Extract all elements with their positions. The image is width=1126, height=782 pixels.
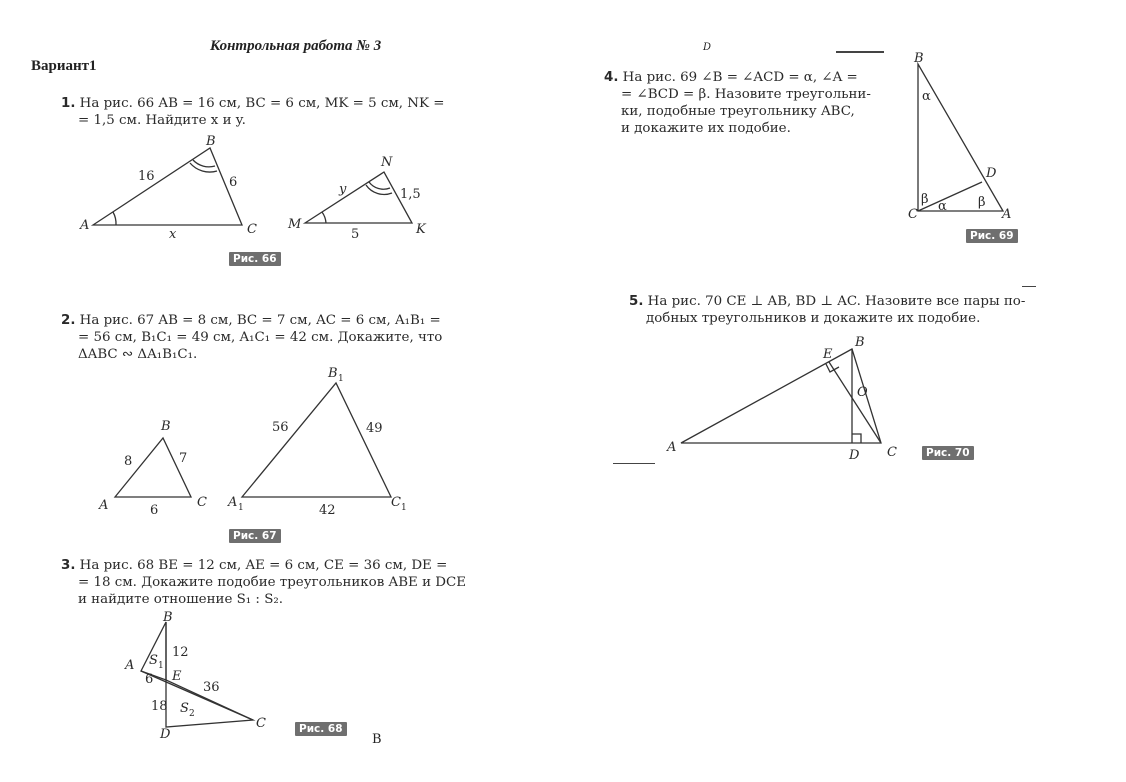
problem-1-number: 1.: [61, 96, 76, 111]
fig66-label-ab: 16: [138, 169, 155, 184]
fig67-label-ab: 8: [124, 454, 133, 469]
problem-4-line-1: На рис. 69 ∠B = ∠ACD = α, ∠A =: [622, 70, 858, 85]
fig70-label-a: A: [667, 440, 677, 455]
fig66-label-y: y: [339, 182, 347, 197]
fig70-label-e: E: [823, 347, 833, 362]
fig70-label-b: B: [855, 335, 865, 350]
fig67-label-c1-sub: 1: [401, 503, 407, 513]
variant-label: Вариант1: [31, 58, 97, 74]
fig67-badge: Рис. 67: [229, 529, 281, 543]
problem-5-line-2: добных треугольников и докажите их подобие.: [646, 311, 981, 326]
fig66-angle-n-arc-2: [366, 185, 392, 194]
problem-5-line-1: На рис. 70 CE ⊥ AB, BD ⊥ AC. Назовите все пары по-: [647, 294, 1026, 309]
problem-3-line-1: На рис. 68 BE = 12 см, AE = 6 см, CE = 36 см, DE =: [79, 558, 448, 573]
fig69-badge: Рис. 69: [966, 229, 1018, 243]
stray-letter-top: D: [703, 42, 712, 53]
fig66-label-mk: 5: [351, 227, 360, 242]
fig66-label-n: N: [381, 155, 393, 170]
stray-letter-bottom: B: [372, 732, 382, 747]
fig66-badge: Рис. 66: [229, 252, 281, 266]
fig66-label-bc: 6: [229, 175, 238, 190]
problem-5-number: 5.: [629, 294, 644, 309]
fig67-label-a1-sub: 1: [238, 503, 244, 513]
fig66-label-m: M: [288, 217, 302, 232]
fig68-label-ce: 36: [203, 680, 220, 695]
fig69-label-alpha-c: α: [938, 199, 947, 214]
fig68-label-de: 18: [151, 699, 168, 714]
fig69-label-alpha-b: α: [922, 89, 931, 104]
fig67-triangle-a1b1c1: [242, 383, 391, 497]
fig67-label-b1: B: [328, 366, 338, 381]
fig68-label-s2-sub: 2: [189, 709, 195, 719]
fig67-label-a: A: [99, 498, 109, 513]
fig69-label-a: A: [1002, 207, 1012, 222]
fig68-label-be: 12: [172, 645, 189, 660]
problem-4-number: 4.: [604, 70, 619, 85]
fig67-label-ac: 6: [150, 503, 159, 518]
fig69-label-beta-c: β: [921, 192, 929, 207]
problem-3-number: 3.: [61, 558, 76, 573]
problem-3-line-3: и найдите отношение S₁ : S₂.: [78, 592, 283, 607]
fig66-label-k: K: [416, 222, 426, 237]
fig68-label-c: C: [256, 716, 266, 731]
worksheet-title: Контрольная работа № 3: [210, 38, 382, 54]
fig70-right-angle-d: [852, 434, 861, 443]
fig69-label-d: D: [986, 166, 997, 181]
fig69-label-beta-a: β: [978, 195, 986, 210]
problem-1-line-2: = 1,5 см. Найдите x и y.: [78, 113, 246, 128]
fig69-label-c: C: [908, 207, 918, 222]
fig70-label-c: C: [887, 445, 897, 460]
problem-1-line-1: На рис. 66 AB = 16 см, BC = 6 см, MK = 5 см, NK =: [79, 96, 445, 111]
fig70-label-d: D: [849, 448, 860, 463]
problem-2-number: 2.: [61, 313, 76, 328]
fig68-label-s2: S: [180, 701, 189, 716]
fig66-angle-a-arc: [113, 212, 116, 225]
problem-4-line-2: = ∠BCD = β. Назовите треугольни-: [621, 87, 871, 102]
fig66-label-b: B: [206, 134, 216, 149]
fig67-label-a1c1: 42: [319, 503, 336, 518]
fig66-label-x: x: [169, 227, 177, 242]
fig68-label-b: B: [163, 610, 173, 625]
fig68-label-s1-sub: 1: [158, 661, 164, 671]
problem-2-line-2: = 56 см, B₁C₁ = 49 см, A₁C₁ = 42 см. Докажите, что: [78, 330, 443, 345]
fig67-label-a1: A: [228, 495, 238, 510]
fig66-angle-b-arc-2: [190, 163, 217, 172]
fig68-label-e: E: [172, 669, 182, 684]
fig68-label-a: A: [125, 658, 135, 673]
fig66-label-nk: 1,5: [400, 187, 421, 202]
problem-2-line-3: ΔABC ∾ ΔA₁B₁C₁.: [78, 347, 198, 362]
fig67-label-c: C: [197, 495, 207, 510]
fig68-label-s1: S: [149, 653, 158, 668]
fig66-triangle-mnk: [305, 172, 412, 223]
fig67-label-bc: 7: [179, 451, 188, 466]
fig67-label-c1: C: [391, 495, 401, 510]
fig69-triangle-abc: [918, 64, 1003, 211]
fig66-angle-n-arc-1: [369, 182, 390, 189]
fig70-badge: Рис. 70: [922, 446, 974, 460]
fig66-angle-m-arc: [322, 212, 326, 223]
fig68-badge: Рис. 68: [295, 722, 347, 736]
problem-3-line-2: = 18 см. Докажите подобие треугольников ABE и DCE: [78, 575, 467, 590]
problem-4-line-4: и докажите их подобие.: [621, 121, 791, 136]
problem-4-line-3: ки, подобные треугольнику ABC,: [621, 104, 855, 119]
fig68-label-d: D: [160, 727, 171, 742]
fig67-label-a1b1: 56: [272, 420, 289, 435]
fig66-triangle-abc: [93, 148, 242, 225]
fig70-segment-ce: [829, 362, 881, 443]
problem-2-line-1: На рис. 67 AB = 8 см, BC = 7 см, AC = 6 см, A₁B₁ =: [79, 313, 441, 328]
fig69-label-b: B: [914, 51, 924, 66]
fig68-label-ae: 6: [145, 672, 154, 687]
fig66-angle-b-arc-1: [193, 160, 215, 167]
fig66-label-c: C: [247, 222, 257, 237]
fig67-label-b1c1: 49: [366, 421, 383, 436]
fig70-label-o: O: [857, 385, 868, 400]
fig66-label-a: A: [80, 218, 90, 233]
fig67-label-b: B: [161, 419, 171, 434]
fig67-label-b1-sub: 1: [338, 374, 344, 384]
